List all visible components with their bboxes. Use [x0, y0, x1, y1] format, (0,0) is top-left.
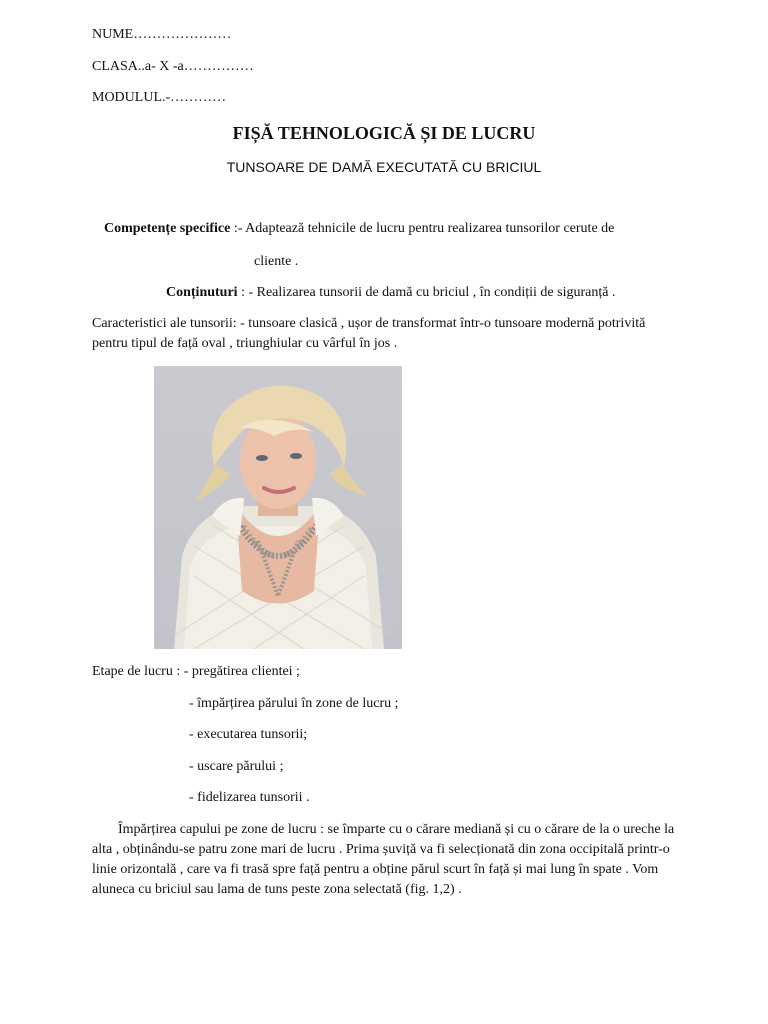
work-step-item: - executarea tunsorii; [189, 727, 308, 742]
work-step-item: - uscare părului ; [189, 759, 284, 774]
contents-text: : - Realizarea tunsorii de damă cu briciul , în condiții de siguranță . [237, 285, 616, 300]
head-zoning-paragraph: Împărțirea capului pe zone de lucru : se împarte cu o cărare mediană și cu o cărare de la o ureche la alta , obținându-se patru zone mari de lucru . Prima șuviță va fi selecționată din zona occipitală printr-o linie orizontală , care va fi trasă spre față pentru a obține părul scurt în față și mai lung în spate . Vom aluneca cu briciul sau lama de tuns peste zona selectată (fig. 1,2) . [92, 822, 675, 897]
document-title: FIȘĂ TEHNOLOGICĂ ȘI DE LUCRU [232, 123, 536, 143]
work-step-item: - împărțirea părului în zone de lucru ; [189, 696, 399, 711]
woman-haircut-photo [154, 366, 402, 649]
competences-label: Competențe specifice [104, 221, 231, 236]
competences-line [104, 222, 614, 236]
work-step-item: - fidelizarea tunsorii . [189, 790, 310, 805]
competences-continuation: cliente . [254, 254, 299, 269]
document-subtitle: TUNSOARE DE DAMĂ EXECUTATĂ CU BRICIUL [226, 159, 542, 175]
competences-text: :- Adaptează tehnicile de lucru pentru realizarea tunsorilor cerute de [230, 221, 615, 236]
work-steps-intro: Etape de lucru : - pregătirea clientei ; [92, 664, 300, 679]
contents-label: Conținuturi [166, 285, 238, 300]
haircut-characteristics: Caracteristici ale tunsorii: - tunsoare clasică , ușor de transformat într-o tunsoare modernă potrivită pentru tipul de față oval , triunghiular cu vârful în jos . [92, 316, 646, 351]
contents-line [166, 286, 615, 300]
module-field: MODULUL.-………… [92, 90, 227, 105]
name-field: NUME………………… [92, 27, 232, 42]
class-field: CLASA..a- X -a…………… [92, 59, 254, 74]
